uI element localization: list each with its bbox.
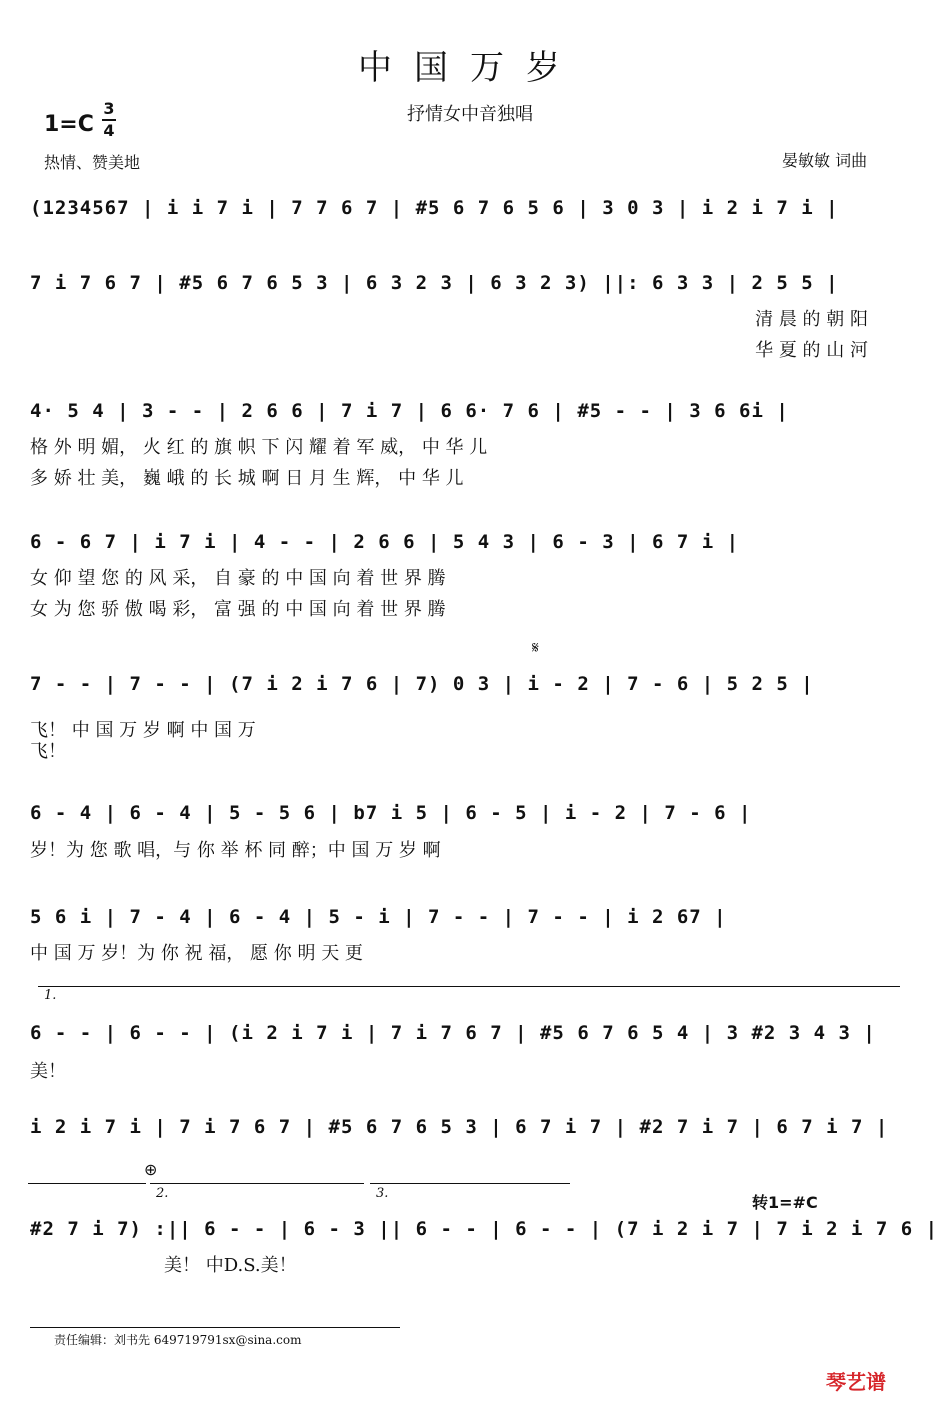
notation-row-8: 6 - - | 6 - - | (i 2 i 7 i | 7 i 7 6 7 | #5 6 7 6 5 4 | 3 #2 3 4 3 | — [30, 1022, 876, 1044]
volta-1-bracket — [38, 986, 900, 987]
lyric-row-6: 岁！为 您 歌 唱，与 你 举 杯 同 醉；中 国 万 岁 啊 — [30, 840, 441, 861]
notation-row-6: 6 - 4 | 6 - 4 | 5 - 5 6 | b7 i 5 | 6 - 5 | i - 2 | 7 - 6 | — [30, 802, 752, 824]
volta-1-label: 1. — [44, 988, 57, 1003]
lyric-row-2-verse-2: 华 夏 的 山 河 — [755, 340, 868, 361]
coda-sign: ⊕ — [144, 1160, 158, 1179]
lyric-row-5-verse-2: 飞！ — [30, 741, 66, 762]
notation-row-1: (1234567 | i i 7 i | 7 7 6 7 | #5 6 7 6 5 6 | 3 0 3 | i 2 i 7 i | — [30, 197, 839, 219]
editor-credit: 责任编辑：刘书先 649719791sx@sina.com — [54, 1333, 302, 1347]
volta-3-label: 3. — [376, 1186, 389, 1201]
notation-row-4: 6 - 6 7 | i 7 i | 4 - - | 2 6 6 | 5 4 3 | 6 - 3 | 6 7 i | — [30, 531, 740, 553]
notation-row-2: 7 i 7 6 7 | #5 6 7 6 5 3 | 6 3 2 3 | 6 3 2 3) ||: 6 3 3 | 2 5 5 | — [30, 272, 839, 294]
notation-row-5: 7 - - | 7 - - | (7 i 2 i 7 6 | 7) 0 3 | i - 2 | 7 - 6 | 5 2 5 | — [30, 673, 814, 695]
song-title: 中国万岁 — [358, 48, 582, 88]
lyric-row-7: 中 国 万 岁！为 你 祝 福， 愿 你 明 天 更 — [30, 943, 363, 964]
time-top: 3 — [103, 99, 115, 118]
lyric-row-10: 美！ 中D.S.美！ — [164, 1255, 297, 1276]
lyric-row-4-verse-2: 女 为 您 骄 傲 喝 彩， 富 强 的 中 国 向 着 世 界 腾 — [30, 599, 446, 620]
lyric-row-4-verse-1: 女 仰 望 您 的 风 采， 自 豪 的 中 国 向 着 世 界 腾 — [30, 568, 446, 589]
key-change: 转1=#C — [752, 1193, 818, 1212]
tempo-marking: 热情、赞美地 — [44, 153, 141, 172]
lyric-row-3-verse-1: 格 外 明 媚， 火 红 的 旗 帜 下 闪 耀 着 军 威， 中 华 儿 — [30, 437, 488, 458]
time-bottom: 4 — [103, 121, 115, 140]
author-credit: 晏敏敏 词曲 — [782, 151, 868, 170]
notation-row-9: i 2 i 7 i | 7 i 7 6 7 | #5 6 7 6 5 3 | 6 7 i 7 | #2 7 i 7 | 6 7 i 7 | — [30, 1116, 889, 1138]
notation-row-3: 4· 5 4 | 3 - - | 2 6 6 | 7 i 7 | 6 6· 7 6 | #5 - - | 3 6 6i | — [30, 400, 789, 422]
coda-line — [28, 1183, 146, 1184]
key-signature: 1=C — [44, 112, 94, 137]
lyric-row-2-verse-1: 清 晨 的 朝 阳 — [755, 309, 868, 330]
volta-2-bracket — [150, 1183, 364, 1184]
lyric-row-8: 美！ — [30, 1061, 66, 1082]
volta-2-label: 2. — [156, 1186, 169, 1201]
segno-sign: 𝄋 — [532, 638, 539, 657]
notation-row-7: 5 6 i | 7 - 4 | 6 - 4 | 5 - i | 7 - - | 7 - - | i 2 67 | — [30, 906, 727, 928]
lyric-row-3-verse-2: 多 娇 壮 美， 巍 峨 的 长 城 啊 日 月 生 辉， 中 华 儿 — [30, 468, 464, 489]
volta-3-bracket — [370, 1183, 570, 1184]
lyric-row-5-verse-1: 飞！ 中 国 万 岁 啊 中 国 万 — [30, 720, 256, 741]
footer-divider — [30, 1327, 400, 1328]
notation-row-10: #2 7 i 7) :|| 6 - - | 6 - 3 || 6 - - | 6 - - | (7 i 2 i 7 | 7 i 2 i 7 6 | — [30, 1218, 939, 1240]
song-subtitle: 抒情女中音独唱 — [407, 104, 533, 125]
site-logo: 琴艺谱 — [826, 1370, 886, 1394]
time-signature — [102, 100, 116, 140]
